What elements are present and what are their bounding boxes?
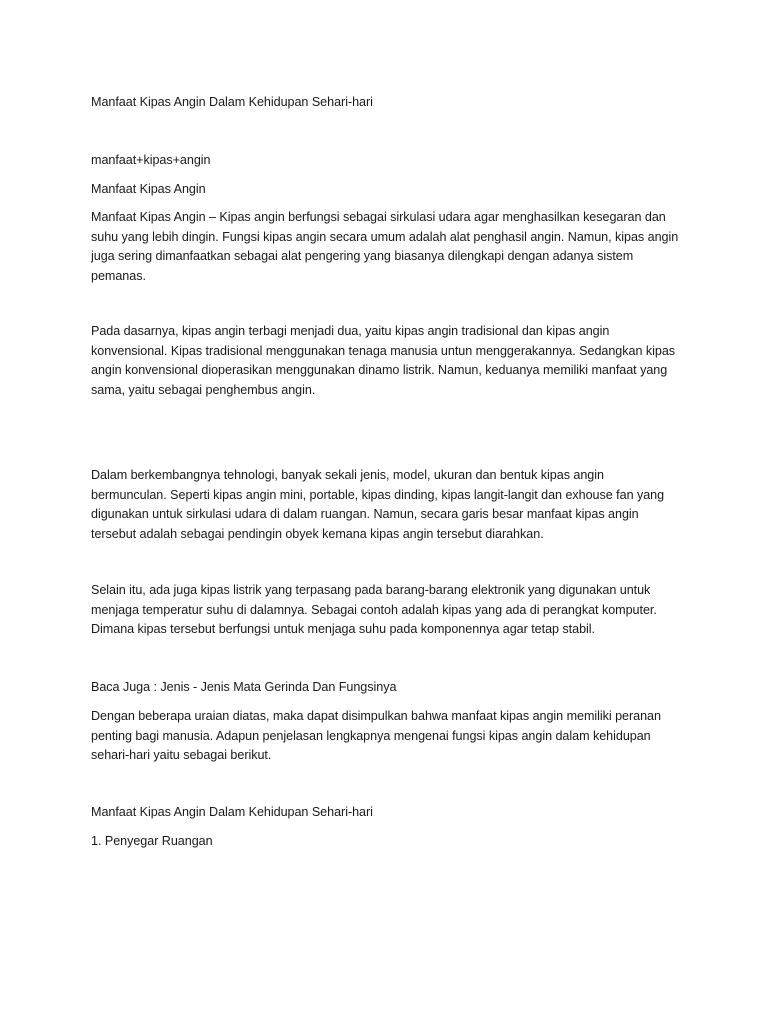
paragraph-1-line: juga sering dimanfaatkan sebagai alat pengering yang biasanya dilengkapi dengan adanya sistem [91, 249, 634, 264]
paragraph-1-line: suhu yang lebih dingin. Fungsi kipas angin secara umum adalah alat penghasil angin. Namun, kipas angin [91, 229, 679, 244]
tags-line: manfaat+kipas+angin [91, 153, 211, 167]
paragraph-2-line: sama, yaitu sebagai penghembus angin. [91, 382, 316, 397]
paragraph-3-line: tersebut adalah sebagai pendingin obyek kemana kipas angin tersebut diarahkan. [91, 526, 544, 541]
paragraph-2-line: Pada dasarnya, kipas angin terbagi menjadi dua, yaitu kipas angin tradisional dan kipas angin [91, 324, 610, 338]
paragraph-5 [91, 707, 691, 766]
list-item: 1. Penyegar Ruangan [91, 834, 213, 848]
section-heading: Manfaat Kipas Angin Dalam Kehidupan Sehari-hari [91, 805, 373, 819]
paragraph-1-line: pemanas. [91, 268, 146, 283]
subtitle: Manfaat Kipas Angin [91, 182, 206, 196]
paragraph-4-line: menjaga temperatur suhu di dalamnya. Sebagai contoh adalah kipas yang ada di perangkat komputer. [91, 602, 657, 617]
paragraph-3-line: Dalam berkembangnya tehnologi, banyak sekali jenis, model, ukuran dan bentuk kipas angin [91, 468, 604, 482]
paragraph-4 [91, 581, 691, 640]
paragraph-2-line: konvensional. Kipas tradisional menggunakan tenaga manusia untun menggerakannya. Sedangkan kipas [91, 343, 676, 358]
paragraph-2-line: angin konvensional dioperasikan menggunakan dinamo listrik. Namun, keduanya memiliki manfaat yang [91, 363, 668, 378]
paragraph-3-line: bermunculan. Seperti kipas angin mini, portable, kipas dinding, kipas langit-langit dan exhouse fan yang [91, 487, 665, 502]
baca-juga-link[interactable]: Baca Juga : Jenis - Jenis Mata Gerinda Dan Fungsinya [91, 680, 397, 694]
paragraph-5-line: Dengan beberapa uraian diatas, maka dapat disimpulkan bahwa manfaat kipas angin memiliki peranan [91, 709, 661, 723]
paragraph-4-line: Selain itu, ada juga kipas listrik yang terpasang pada barang-barang elektronik yang digunakan untuk [91, 583, 651, 597]
paragraph-1-line: Manfaat Kipas Angin – Kipas angin berfungsi sebagai sirkulasi udara agar menghasilkan kesegaran dan [91, 210, 666, 224]
paragraph-3-line: digunakan untuk sirkulasi udara di dalam ruangan. Namun, secara garis besar manfaat kipas angin [91, 507, 639, 522]
paragraph-2 [91, 322, 691, 400]
paragraph-1 [91, 208, 691, 286]
paragraph-5-line: sehari-hari yaitu sebagai berikut. [91, 748, 272, 763]
document-title: Manfaat Kipas Angin Dalam Kehidupan Sehari-hari [91, 95, 373, 109]
paragraph-4-line: Dimana kipas tersebut berfungsi untuk menjaga suhu pada komponennya agar tetap stabil. [91, 622, 595, 637]
paragraph-3 [91, 466, 691, 544]
paragraph-5-line: penting bagi manusia. Adapun penjelasan lengkapnya mengenai fungsi kipas angin dalam kehidupan [91, 728, 651, 743]
